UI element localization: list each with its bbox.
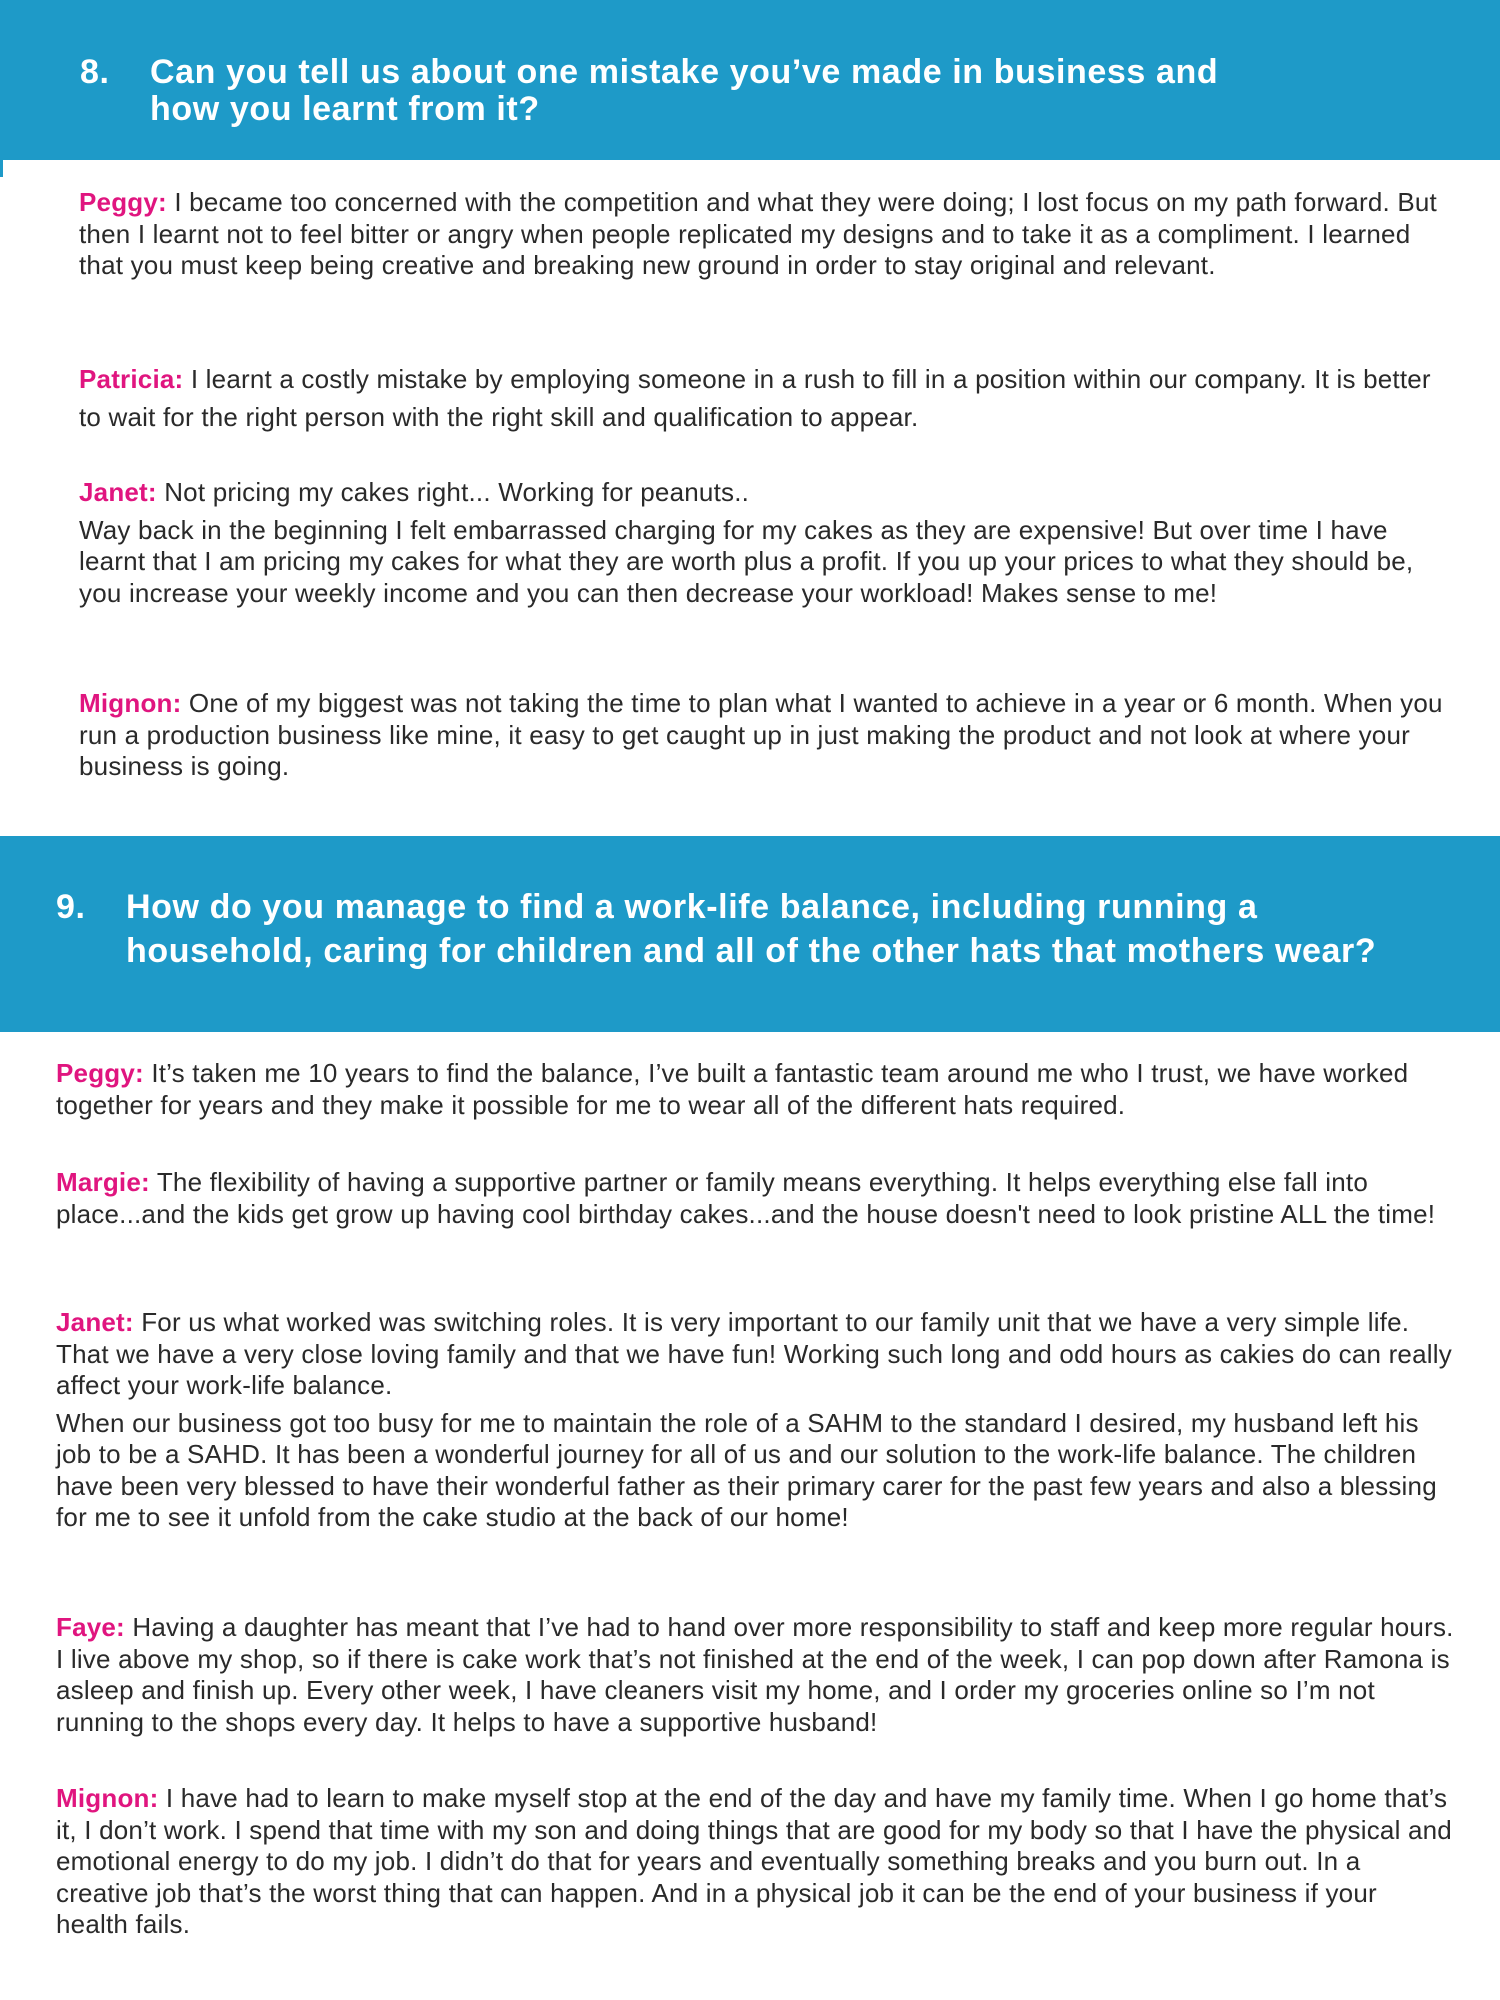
question-text: Can you tell us about one mistake you’ve made in business and how you learnt from it? [150,53,1219,128]
answer-text: One of my biggest was not taking the time to plan what I wanted to achieve in a year or 6 month. When you run a production business like mine, it easy to get caught up in just making the product and not look at where your business is going. [79,688,1443,781]
answer-text: Not pricing my cakes right... Working for peanuts.. [156,477,750,507]
answer-text: I became too concerned with the competition and what they were doing; I lost focus on my path forward. But then I learnt not to feel bitter or angry when people replicated my designs and to take it as a compliment. I learned that you must keep being creative and breaking new ground in order to stay original and relevant. [79,187,1437,280]
answer-name: Janet: [79,477,157,507]
margin-marker [0,155,3,177]
answer-mignon [56,1783,1456,1941]
answer-text: The flexibility of having a supportive partner or family means everything. It helps everything else fall into place...and the kids get grow up having cool birthday cakes...and the house doesn't need to look pristine ALL the time! [56,1167,1436,1229]
answer-text: I learnt a costly mistake by employing someone in a rush to fill in a position within our company. It is better to wait for the right person with the right skill and qualification to appear. [79,364,1431,432]
answer-janet [79,477,1459,609]
answer-name: Peggy: [56,1058,144,1088]
answer-name: Janet: [56,1307,134,1337]
answer-patricia [79,360,1459,436]
answer-text: It’s taken me 10 years to find the balance, I’ve built a fantastic team around me who I trust, we have worked together for years and they make it possible for me to wear all of the different hats required. [56,1058,1409,1120]
answer-name: Mignon: [56,1783,159,1813]
answer-name: Mignon: [79,688,182,718]
answer-peggy [56,1058,1456,1121]
answer-text: For us what worked was switching roles. It is very important to our family unit that we have a very simple life. That we have a very close loving family and that we have fun! Working such long and odd hours as cakies do can really affect your work-life balance. [56,1307,1452,1400]
answer-faye [56,1612,1456,1738]
question-banner-8 [0,0,1500,160]
question-heading-9 [56,885,1386,973]
answer-name: Faye: [56,1612,125,1642]
question-number: 9. [56,888,86,926]
question-number: 8. [80,53,110,91]
answer-peggy [79,187,1459,282]
answer-janet [56,1307,1456,1534]
question-text: How do you manage to find a work-life balance, including running a household, caring for children and all of the other hats that mothers wear? [126,888,1377,970]
answer-name: Peggy: [79,187,167,217]
question-heading-8 [80,54,1250,128]
answer-text: Having a daughter has meant that I’ve had to hand over more responsibility to staff and keep more regular hours. I live above my shop, so if there is cake work that’s not finished at the end of the week, I can pop down after Ramona is asleep and finish up. Every other week, I have cleaners visit my home, and I order my groceries online so I’m not running to the shops every day. It helps to have a supportive husband! [56,1612,1454,1737]
answer-continuation: Way back in the beginning I felt embarrassed charging for my cakes as they are expensive! But over time I have learnt that I am pricing my cakes for what they are worth plus a profit. If you up your prices to what they should be, you increase your weekly income and you can then decrease your workload! Makes sense to me! [79,514,1414,608]
question-banner-9 [0,836,1500,1032]
answer-name: Margie: [56,1167,150,1197]
answer-margie [56,1167,1456,1230]
answer-text: I have had to learn to make myself stop at the end of the day and have my family time. When I go home that’s it, I don’t work. I spend that time with my son and doing things that are good for my body so that I have the physical and emotional energy to do my job. I didn’t do that for years and eventually something breaks and you burn out. In a creative job that’s the worst thing that can happen. And in a physical job it can be the end of your business if your health fails. [56,1783,1452,1939]
answer-mignon [79,688,1459,783]
answer-name: Patricia: [79,364,184,394]
answer-continuation: When our business got too busy for me to maintain the role of a SAHM to the standard I desired, my husband left his job to be a SAHD. It has been a wonderful journey for all of us and our solution to the work-life balance. The children have been very blessed to have their wonderful father as their primary carer for the past few years and also a blessing for me to see it unfold from the cake studio at the back of our home! [56,1407,1437,1532]
